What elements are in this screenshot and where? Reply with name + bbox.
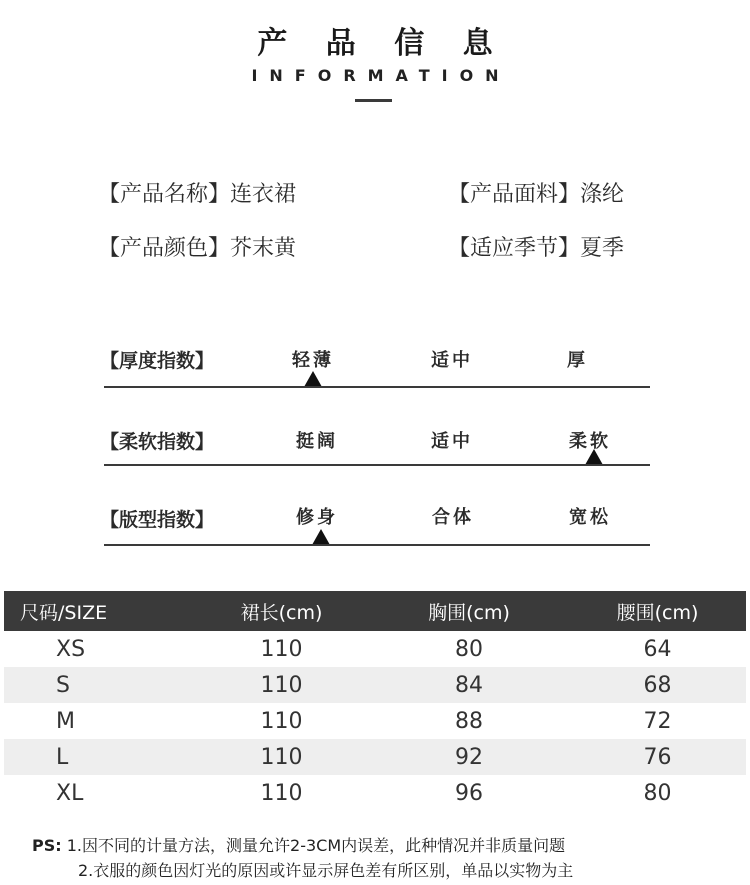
cell-length: 110 xyxy=(260,708,303,734)
table-row xyxy=(4,667,746,703)
cell-waist: 72 xyxy=(643,708,672,734)
cell-size: XL xyxy=(56,780,84,806)
fit-option-loose: 宽松 xyxy=(569,507,611,528)
softness-option-medium: 适中 xyxy=(431,431,473,452)
table-row xyxy=(4,775,746,811)
thickness-index-label: 【厚度指数】 xyxy=(100,350,215,372)
fit-scale-line xyxy=(104,544,650,546)
note-line-2 xyxy=(78,858,573,881)
table-row xyxy=(4,739,746,775)
cell-waist: 68 xyxy=(569,667,746,703)
cell-waist: 80 xyxy=(643,780,672,806)
cell-bust: 88 xyxy=(455,708,483,734)
cell-waist: 64 xyxy=(643,636,672,662)
softness-index-label: 【柔软指数】 xyxy=(100,431,215,453)
thickness-scale-line xyxy=(104,386,650,388)
note-line-1 xyxy=(32,833,565,856)
cell-length: 110 xyxy=(260,636,303,662)
header-bust: 胸围(cm) xyxy=(369,591,569,631)
cell-bust: 96 xyxy=(455,780,483,806)
softness-option-stiff: 挺阔 xyxy=(296,431,338,452)
table-row xyxy=(4,631,746,667)
size-table xyxy=(4,591,746,811)
note-text-2: 2.衣服的颜色因灯光的原因或许显示屏色差有所区别，单品以实物为主 xyxy=(78,861,574,880)
cell-size: M xyxy=(56,708,75,734)
fit-option-regular: 合体 xyxy=(432,507,474,528)
fit-marker-icon xyxy=(312,529,330,545)
product-color: 【产品颜色】芥末黄 xyxy=(98,236,297,261)
product-season: 【适应季节】夏季 xyxy=(448,236,625,261)
title-divider xyxy=(355,99,392,102)
softness-marker-icon xyxy=(585,449,603,465)
note-prefix: PS: xyxy=(32,836,62,855)
header-waist: 腰围(cm) xyxy=(569,591,746,631)
fit-index-label: 【版型指数】 xyxy=(100,509,215,531)
product-fabric: 【产品面料】涤纶 xyxy=(448,182,625,207)
cell-length: 110 xyxy=(194,739,369,775)
cell-size: L xyxy=(4,739,194,775)
cell-length: 110 xyxy=(194,667,369,703)
softness-option-soft: 柔软 xyxy=(569,431,611,452)
product-name: 【产品名称】连衣裙 xyxy=(98,182,297,207)
table-row xyxy=(4,703,746,739)
cell-size: S xyxy=(4,667,194,703)
fit-option-slim: 修身 xyxy=(296,507,338,528)
thickness-option-thick: 厚 xyxy=(567,350,588,371)
cell-length: 110 xyxy=(260,780,303,806)
cell-size: XS xyxy=(56,636,86,662)
thickness-option-light: 轻薄 xyxy=(292,350,334,371)
cell-bust: 80 xyxy=(455,636,483,662)
note-text-1: 1.因不同的计量方法，测量允许2-3CM内误差，此种情况并非质量问题 xyxy=(66,836,566,855)
thickness-marker-icon xyxy=(304,371,322,387)
thickness-option-medium: 适中 xyxy=(431,350,473,371)
cell-waist: 76 xyxy=(569,739,746,775)
header-size: 尺码/SIZE xyxy=(4,591,194,631)
page-subtitle: INFORMATION xyxy=(251,66,511,85)
softness-scale-line xyxy=(104,464,650,466)
size-table-header xyxy=(4,591,746,631)
header-length: 裙长(cm) xyxy=(194,591,369,631)
page-title: 产 品 信 息 xyxy=(257,26,507,61)
cell-bust: 92 xyxy=(369,739,569,775)
cell-bust: 84 xyxy=(369,667,569,703)
